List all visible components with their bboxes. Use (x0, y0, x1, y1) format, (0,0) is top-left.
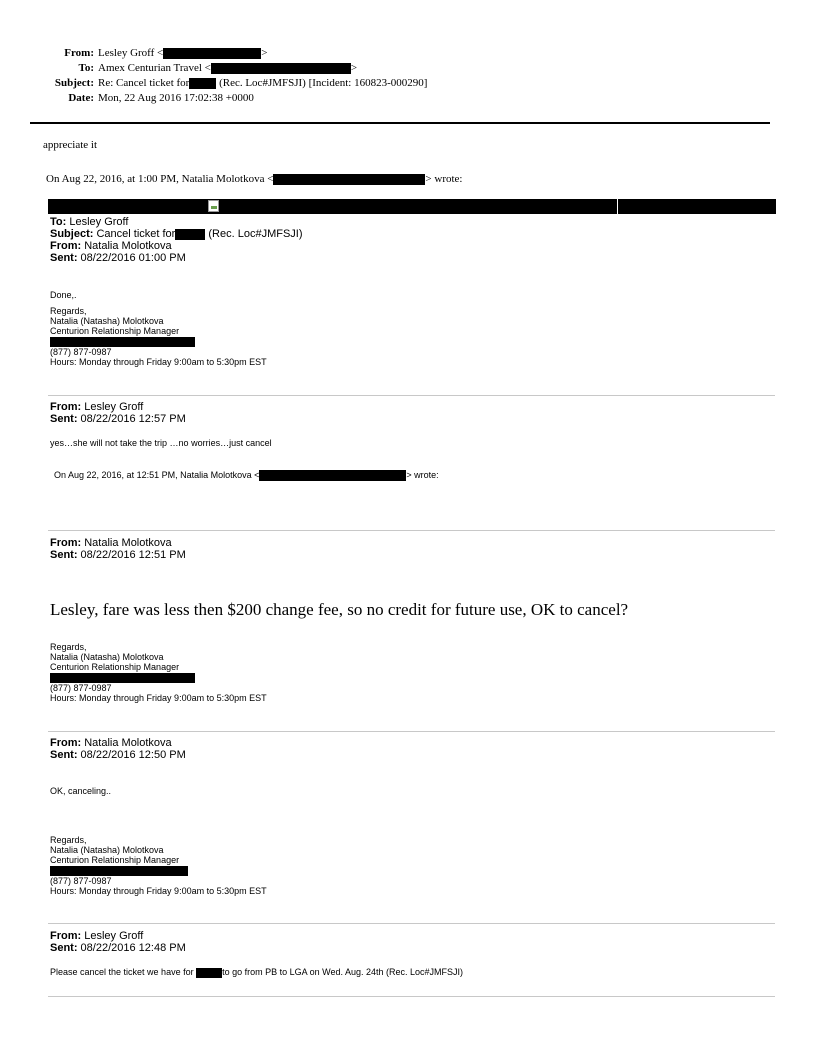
header-from-close: > (261, 47, 268, 59)
redaction-box (163, 48, 261, 59)
signature-name: Natalia (Natasha) Molotkova (50, 845, 164, 855)
redaction-box (211, 63, 351, 74)
msg3-from-value: Natalia Molotkova (81, 537, 172, 549)
header-divider (30, 122, 770, 124)
msg2-sent-value: 08/22/2016 12:57 PM (77, 413, 186, 425)
signature-hours: Hours: Monday through Friday 9:00am to 5:30pm EST (50, 692, 267, 703)
msg1-sent-line (50, 252, 303, 264)
header-to-label: To: (78, 62, 94, 74)
msg4-meta (50, 737, 186, 761)
quote-intro (46, 173, 462, 186)
message-divider (48, 731, 775, 732)
msg1-meta (50, 216, 303, 264)
msg4-from-value: Natalia Molotkova (81, 737, 172, 749)
msg1-subject-label: Subject: (50, 228, 94, 240)
header-subject-suffix: (Rec. Loc#JMFSJI) [Incident: 160823-000290] (216, 77, 428, 89)
signature-title: Centurion Relationship Manager (50, 662, 180, 672)
signature-phone: (877) 877-0987 (50, 682, 112, 693)
header-date-label: Date: (68, 92, 94, 104)
msg5-from-label: From: (50, 930, 82, 942)
msg1-from-line (50, 240, 303, 252)
broken-image-icon (208, 200, 219, 212)
msg5-sent-value: 08/22/2016 12:48 PM (77, 942, 186, 954)
msg5-meta (50, 930, 186, 954)
signature-phone: (877) 877-0987 (50, 875, 112, 886)
msg1-to-line (50, 216, 303, 228)
reply-text: appreciate it (43, 139, 98, 151)
email-header (0, 46, 816, 106)
msg4-from-label: From: (50, 737, 82, 749)
msg2-meta (50, 401, 186, 425)
redaction-box (189, 78, 216, 89)
msg2-from-value: Lesley Groff (81, 401, 144, 413)
msg3-from-label: From: (50, 537, 82, 549)
quote-intro-start: On Aug 22, 2016, at 1:00 PM, Natalia Molotkova < (46, 173, 274, 185)
msg3-sent-label: Sent: (50, 549, 78, 561)
msg1-sent-value: 08/22/2016 01:00 PM (77, 252, 186, 264)
header-to-name: Amex Centurian Travel < (98, 62, 211, 74)
msg5-from-line (50, 930, 186, 942)
message-divider (48, 996, 775, 997)
message-divider (48, 395, 775, 396)
msg1-to-label: To: (50, 216, 67, 228)
signature-name: Natalia (Natasha) Molotkova (50, 652, 164, 662)
redaction-box (196, 968, 222, 978)
msg3-sent-value: 08/22/2016 12:51 PM (77, 549, 186, 561)
signature-regards: Regards, (50, 306, 87, 316)
msg2-quote-start: On Aug 22, 2016, at 12:51 PM, Natalia Molotkova < (54, 470, 260, 480)
signature-hours: Hours: Monday through Friday 9:00am to 5:30pm EST (50, 356, 267, 367)
msg4-sent-line (50, 749, 186, 761)
msg5-body (50, 967, 463, 978)
signature-block (50, 642, 267, 703)
header-from-label: From: (64, 47, 94, 59)
msg5-from-value: Lesley Groff (81, 930, 144, 942)
msg2-quote-end: > wrote: (406, 470, 439, 480)
header-subject-label: Subject: (54, 77, 94, 89)
redaction-box (273, 174, 425, 185)
header-to-close: > (350, 62, 358, 74)
header-to-row (0, 61, 816, 76)
redaction-box (259, 470, 406, 481)
msg5-sent-label: Sent: (50, 942, 78, 954)
signature-regards: Regards, (50, 835, 87, 845)
banner-image-area (207, 199, 618, 214)
signature-phone: (877) 877-0987 (50, 346, 112, 357)
header-from-value (98, 46, 267, 61)
msg1-to-value: Lesley Groff (66, 216, 129, 228)
msg1-from-value: Natalia Molotkova (81, 240, 172, 252)
redaction-box (50, 337, 195, 347)
header-subject-row (0, 76, 816, 91)
header-date-value: Mon, 22 Aug 2016 17:02:38 +0000 (98, 92, 254, 104)
signature-block (50, 306, 267, 367)
signature-name: Natalia (Natasha) Molotkova (50, 316, 164, 326)
msg5-body-end: to go from PB to LGA on Wed. Aug. 24th (Rec. Loc#JMFSJI) (222, 967, 464, 977)
msg1-from-label: From: (50, 240, 82, 252)
redaction-box (175, 229, 205, 240)
header-date-row (0, 91, 816, 106)
msg4-body: OK, canceling.. (50, 786, 112, 796)
redaction-box (50, 866, 188, 876)
header-subject-prefix: Re: Cancel ticket for (98, 77, 190, 89)
msg3-body: Lesley, fare was less then $200 change fee, so no credit for future use, OK to cancel? (50, 600, 629, 619)
signature-block (50, 835, 267, 896)
msg4-from-line (50, 737, 186, 749)
msg4-sent-label: Sent: (50, 749, 78, 761)
signature-title: Centurion Relationship Manager (50, 855, 180, 865)
redaction-box (50, 673, 195, 683)
header-from-name: Lesley Groff < (98, 47, 164, 59)
header-to-value (98, 61, 357, 76)
msg2-quote-intro (54, 470, 439, 481)
msg2-body: yes…she will not take the trip …no worries…just cancel (50, 438, 272, 448)
msg5-body-start: Please cancel the ticket we have for (50, 967, 197, 977)
msg2-sent-line (50, 413, 186, 425)
message-divider (48, 923, 775, 924)
msg4-sent-value: 08/22/2016 12:50 PM (77, 749, 186, 761)
msg1-subject-suffix: (Rec. Loc#JMFSJI) (205, 228, 303, 240)
signature-regards: Regards, (50, 642, 87, 652)
msg2-from-line (50, 401, 186, 413)
quote-intro-end: > wrote: (425, 173, 463, 185)
msg3-meta (50, 537, 186, 561)
msg2-sent-label: Sent: (50, 413, 78, 425)
message-divider (48, 530, 775, 531)
msg1-subject-line (50, 228, 303, 240)
msg5-sent-line (50, 942, 186, 954)
header-subject-value (98, 76, 427, 91)
signature-hours: Hours: Monday through Friday 9:00am to 5:30pm EST (50, 885, 267, 896)
msg1-subject-prefix: Cancel ticket for (93, 228, 176, 240)
msg1-body: Done,. (50, 290, 77, 300)
header-from-row (0, 46, 816, 61)
signature-title: Centurion Relationship Manager (50, 326, 180, 336)
msg1-sent-label: Sent: (50, 252, 78, 264)
msg3-sent-line (50, 549, 186, 561)
msg3-from-line (50, 537, 186, 549)
msg2-from-label: From: (50, 401, 82, 413)
